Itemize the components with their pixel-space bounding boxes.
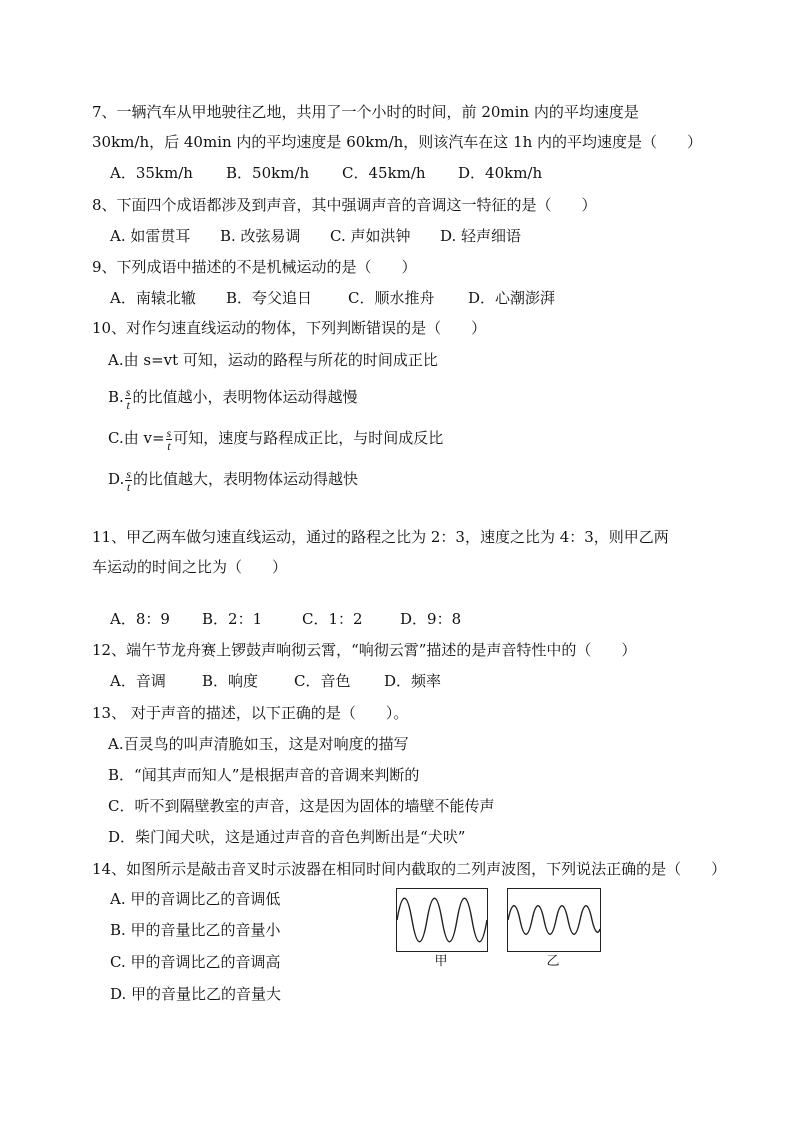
fraction-denominator: t [126, 479, 131, 494]
q8-option-c: C. 声如洪钟 [330, 227, 411, 245]
q11-stem-line1: 11、甲乙两车做匀速直线运动，通过的路程之比为 2：3，速度之比为 4：3，则甲乙两 [92, 528, 669, 546]
q8-option-b: B. 改弦易调 [220, 227, 301, 245]
q9-option-d: D．心潮澎湃 [468, 289, 556, 307]
q10-option-c-fraction [166, 427, 173, 452]
waveform-jia-curve [397, 898, 487, 942]
q9-option-c: C．顺水推舟 [348, 289, 435, 307]
q9-option-b: B．夸父追日 [226, 289, 313, 307]
q11-stem-line2: 车运动的时间之比为（ ） [92, 558, 288, 576]
waveform-yi-label: 乙 [546, 954, 560, 969]
q12-option-d: D．频率 [384, 672, 442, 690]
q9-options [110, 288, 555, 308]
q13-option-c: C．听不到隔壁教室的声音，这是因为固体的墙壁不能传声 [108, 797, 495, 815]
q7-stem-line1: 7、一辆汽车从甲地驶往乙地，共用了一个小时的时间，前 20min 内的平均速度是 [92, 103, 639, 121]
q14-option-b: B. 甲的音量比乙的音量小 [110, 921, 281, 939]
q14-option-a: A. 甲的音调比乙的音调低 [110, 890, 281, 908]
q10-option-d-prefix: D. [108, 470, 125, 488]
q10-option-b-prefix: B. [108, 388, 124, 406]
q14-stem: 14、如图所示是敲击音叉时示波器在相同时间内截取的二列声波图，下列说法正确的是（ ） [92, 860, 727, 878]
q7-option-b: B．50km/h [226, 164, 310, 182]
q10-option-b [108, 384, 357, 411]
q10-option-c-prefix: C.由 v= [108, 429, 165, 447]
q10-option-b-fraction [125, 386, 132, 411]
q14-option-c: C. 甲的音调比乙的音调高 [110, 953, 281, 971]
q7-options [110, 163, 542, 183]
q13-stem: 13、 对于声音的描述，以下正确的是（ ）。 [92, 704, 409, 722]
q13-option-d: D．柴门闻犬吠，这是通过声音的音色判断出是“犬吠” [108, 828, 466, 846]
q12-option-a: A．音调 [110, 672, 166, 690]
q10-option-c-text: 可知，速度与路程成正比，与时间成反比 [173, 429, 444, 447]
q7-stem-line2: 30km/h，后 40min 内的平均速度是 60km/h，则该汽车在这 1h 内的平均速度是（ ） [92, 133, 703, 151]
q8-options [110, 226, 521, 246]
q14-option-d: D. 甲的音量比乙的音量大 [110, 985, 282, 1003]
q10-option-d-fraction [125, 468, 132, 493]
q10-option-d [108, 466, 358, 493]
q11-options [110, 609, 461, 629]
q11-option-c: C．1：2 [302, 610, 363, 628]
q12-options [110, 671, 441, 691]
fraction-numerator: s [166, 425, 172, 440]
waveform-jia-figure [396, 888, 488, 952]
fraction-denominator: t [167, 438, 171, 453]
q10-stem: 10、对作匀速直线运动的物体，下列判断错误的是（ ） [92, 319, 487, 337]
q12-stem: 12、端午节龙舟赛上锣鼓声响彻云霄，“响彻云霄”描述的是声音特性中的（ ） [92, 641, 637, 659]
q7-option-c: C．45km/h [342, 164, 426, 182]
q10-option-b-text: 的比值越小，表明物体运动得越慢 [132, 388, 358, 406]
q12-option-c: C．音色 [294, 672, 351, 690]
q8-option-a: A. 如雷贯耳 [110, 227, 191, 245]
q7-option-a: A．35km/h [110, 164, 193, 182]
q10-option-a: A.由 s=vt 可知，运动的路程与所花的时间成正比 [108, 351, 438, 369]
fraction-numerator: s [126, 466, 131, 481]
q10-option-d-text: 的比值越大，表明物体运动得越快 [132, 470, 358, 488]
q11-option-a: A．8：9 [110, 610, 170, 628]
waveform-yi [508, 889, 600, 951]
q13-option-a: A.百灵鸟的叫声清脆如玉，这是对响度的描写 [108, 735, 409, 753]
q11-option-d: D．9：8 [400, 610, 462, 628]
q13-option-b: B．“闻其声而知人”是根据声音的音调来判断的 [108, 766, 420, 784]
waveform-yi-curve [508, 906, 600, 935]
q10-option-c [108, 425, 443, 452]
q9-option-a: A．南辕北辙 [110, 289, 196, 307]
waveform-jia-label: 甲 [434, 954, 448, 969]
q9-stem: 9、下列成语中描述的不是机械运动的是（ ） [92, 258, 417, 276]
fraction-numerator: s [125, 384, 131, 399]
fraction-denominator: t [126, 397, 130, 412]
q8-stem: 8、下面四个成语都涉及到声音，其中强调声音的音调这一特征的是（ ） [92, 196, 597, 214]
q7-option-d: D．40km/h [458, 164, 543, 182]
q12-option-b: B．响度 [202, 672, 259, 690]
waveform-jia [397, 889, 487, 951]
q11-option-b: B．2：1 [202, 610, 263, 628]
waveform-yi-figure [507, 888, 601, 952]
q8-option-d: D. 轻声细语 [440, 227, 522, 245]
